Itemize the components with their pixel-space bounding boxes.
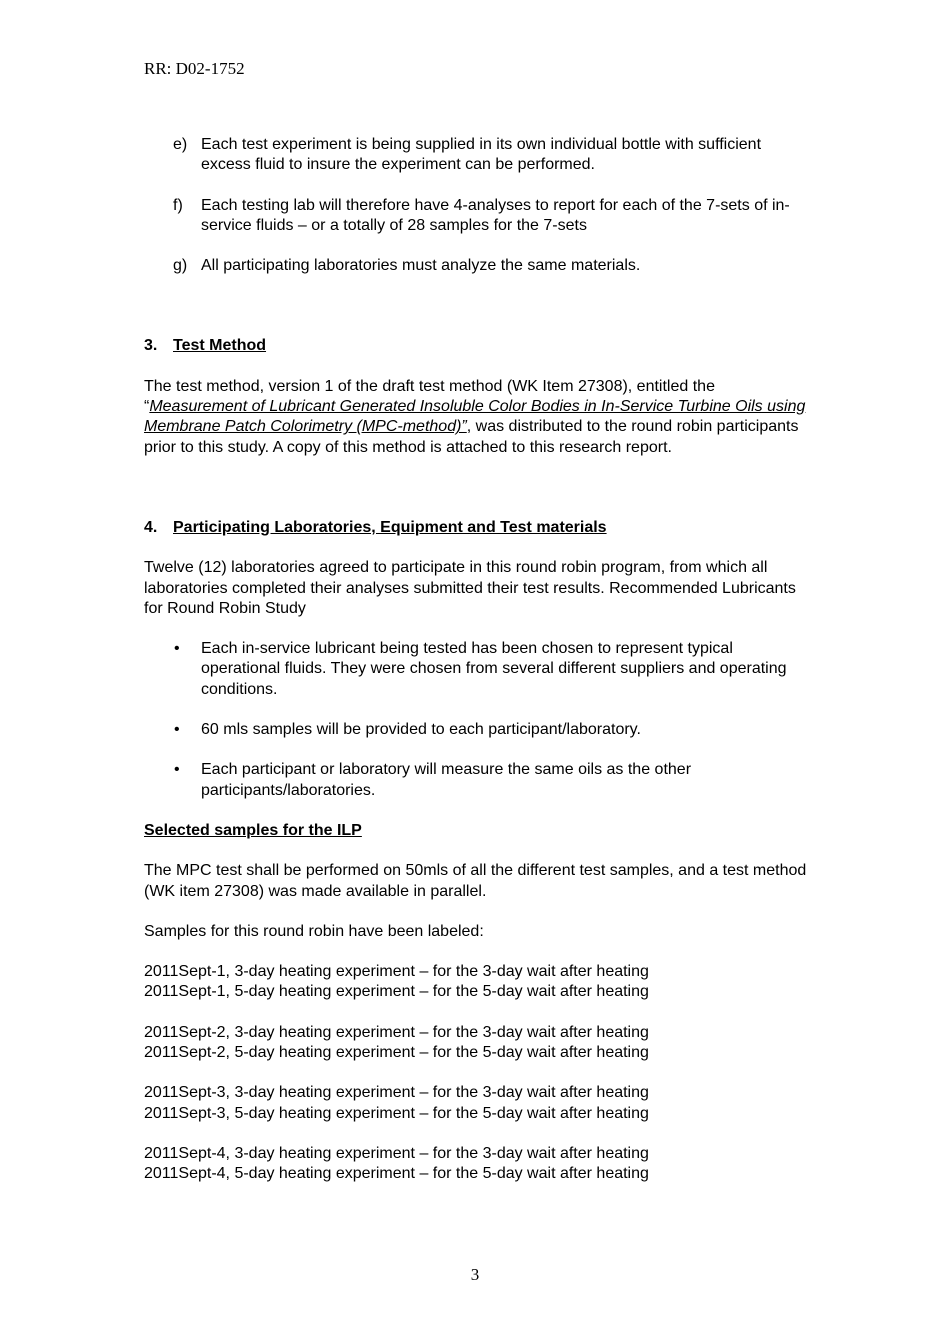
list-item-e bbox=[144, 135, 814, 176]
sample-line: 2011Sept-4, 5-day heating experiment – for the 5-day wait after heating bbox=[144, 1165, 649, 1183]
paragraph-text: , was distributed to the round robin participants prior to this study. A copy of this method is attached to this research report. bbox=[144, 418, 799, 456]
page-header bbox=[144, 59, 245, 79]
section-title: Test Method bbox=[173, 337, 267, 355]
list-item-g bbox=[144, 256, 814, 276]
page-footer bbox=[0, 1265, 950, 1285]
list-item-text: Each testing lab will therefore have 4-analyses to report for each of the 7-sets of in-service fluids – or a totally of 28 samples for the 7-sets bbox=[201, 196, 790, 234]
bullet-item bbox=[144, 760, 814, 801]
bullet-text: 60 mls samples will be provided to each participant/laboratory. bbox=[201, 721, 641, 739]
sample-line: 2011Sept-2, 3-day heating experiment – for the 3-day wait after heating bbox=[144, 1023, 649, 1041]
list-marker: g) bbox=[173, 257, 188, 275]
selected-samples-heading bbox=[144, 821, 814, 841]
sample-line: 2011Sept-2, 5-day heating experiment – for the 5-day wait after heating bbox=[144, 1044, 649, 1062]
section-number: 3. bbox=[144, 337, 158, 355]
list-item-text: All participating laboratories must analyze the same materials. bbox=[201, 257, 641, 275]
sample-line: 2011Sept-3, 5-day heating experiment – for the 5-day wait after heating bbox=[144, 1104, 649, 1122]
sample-line: 2011Sept-1, 5-day heating experiment – for the 5-day wait after heating bbox=[144, 983, 649, 1001]
section-number: 4. bbox=[144, 518, 158, 536]
sample-group-2 bbox=[144, 1023, 814, 1064]
subsection-title: Selected samples for the ILP bbox=[144, 821, 362, 839]
sample-line: 2011Sept-3, 3-day heating experiment – for the 3-day wait after heating bbox=[144, 1084, 649, 1102]
section-4-heading bbox=[144, 518, 814, 538]
section-title: Participating Laboratories, Equipment and Test materials bbox=[173, 518, 607, 536]
section-3-heading bbox=[144, 336, 814, 356]
bullet-item bbox=[144, 720, 814, 740]
sample-group-1 bbox=[144, 962, 814, 1003]
list-marker: e) bbox=[173, 136, 188, 153]
bullet-text: Each participant or laboratory will measure the same oils as the other participants/laboratories. bbox=[201, 761, 692, 799]
report-id: RR: D02-1752 bbox=[144, 59, 245, 78]
page-number: 3 bbox=[470, 1265, 480, 1284]
labeled-intro: Samples for this round robin have been labeled: bbox=[144, 922, 484, 940]
sample-line: 2011Sept-1, 3-day heating experiment – for the 3-day wait after heating bbox=[144, 963, 649, 981]
selected-samples-paragraph: The MPC test shall be performed on 50mls of all the different test samples, and a test method (WK item 27308) was made available in parallel. bbox=[144, 862, 807, 900]
method-title-reference: Measurement of Lubricant Generated Insoluble Color Bodies in In-Service Turbine Oils using Membrane Patch Colorimetry (MPC-method)” bbox=[144, 398, 806, 436]
section-3-paragraph bbox=[144, 377, 814, 458]
bullet-marker: • bbox=[174, 721, 180, 739]
section-4-paragraph: Twelve (12) laboratories agreed to participate in this round robin program, from which all laboratories completed their analyses submitted their test results. Recommended Lubricants for Round Robin Study bbox=[144, 559, 796, 617]
sample-line: 2011Sept-4, 3-day heating experiment – for the 3-day wait after heating bbox=[144, 1144, 649, 1162]
list-marker: f) bbox=[173, 196, 183, 214]
page-body bbox=[144, 135, 814, 1185]
bullet-item bbox=[144, 639, 814, 700]
sample-group-3 bbox=[144, 1083, 814, 1124]
bullet-text: Each in-service lubricant being tested has been chosen to represent typical operational fluids. They were chosen from several different suppliers and operating conditions. bbox=[201, 640, 787, 698]
list-item-text: Each test experiment is being supplied in its own individual bottle with sufficient excess fluid to insure the experiment can be performed. bbox=[201, 136, 762, 174]
bullet-marker: • bbox=[174, 640, 180, 658]
sample-group-4 bbox=[144, 1144, 814, 1185]
list-item-f bbox=[144, 196, 814, 237]
bullet-marker: • bbox=[174, 761, 180, 779]
paragraph-text: The test method, version 1 of the draft test method (WK Item 27308), entitled the “ bbox=[144, 377, 715, 416]
